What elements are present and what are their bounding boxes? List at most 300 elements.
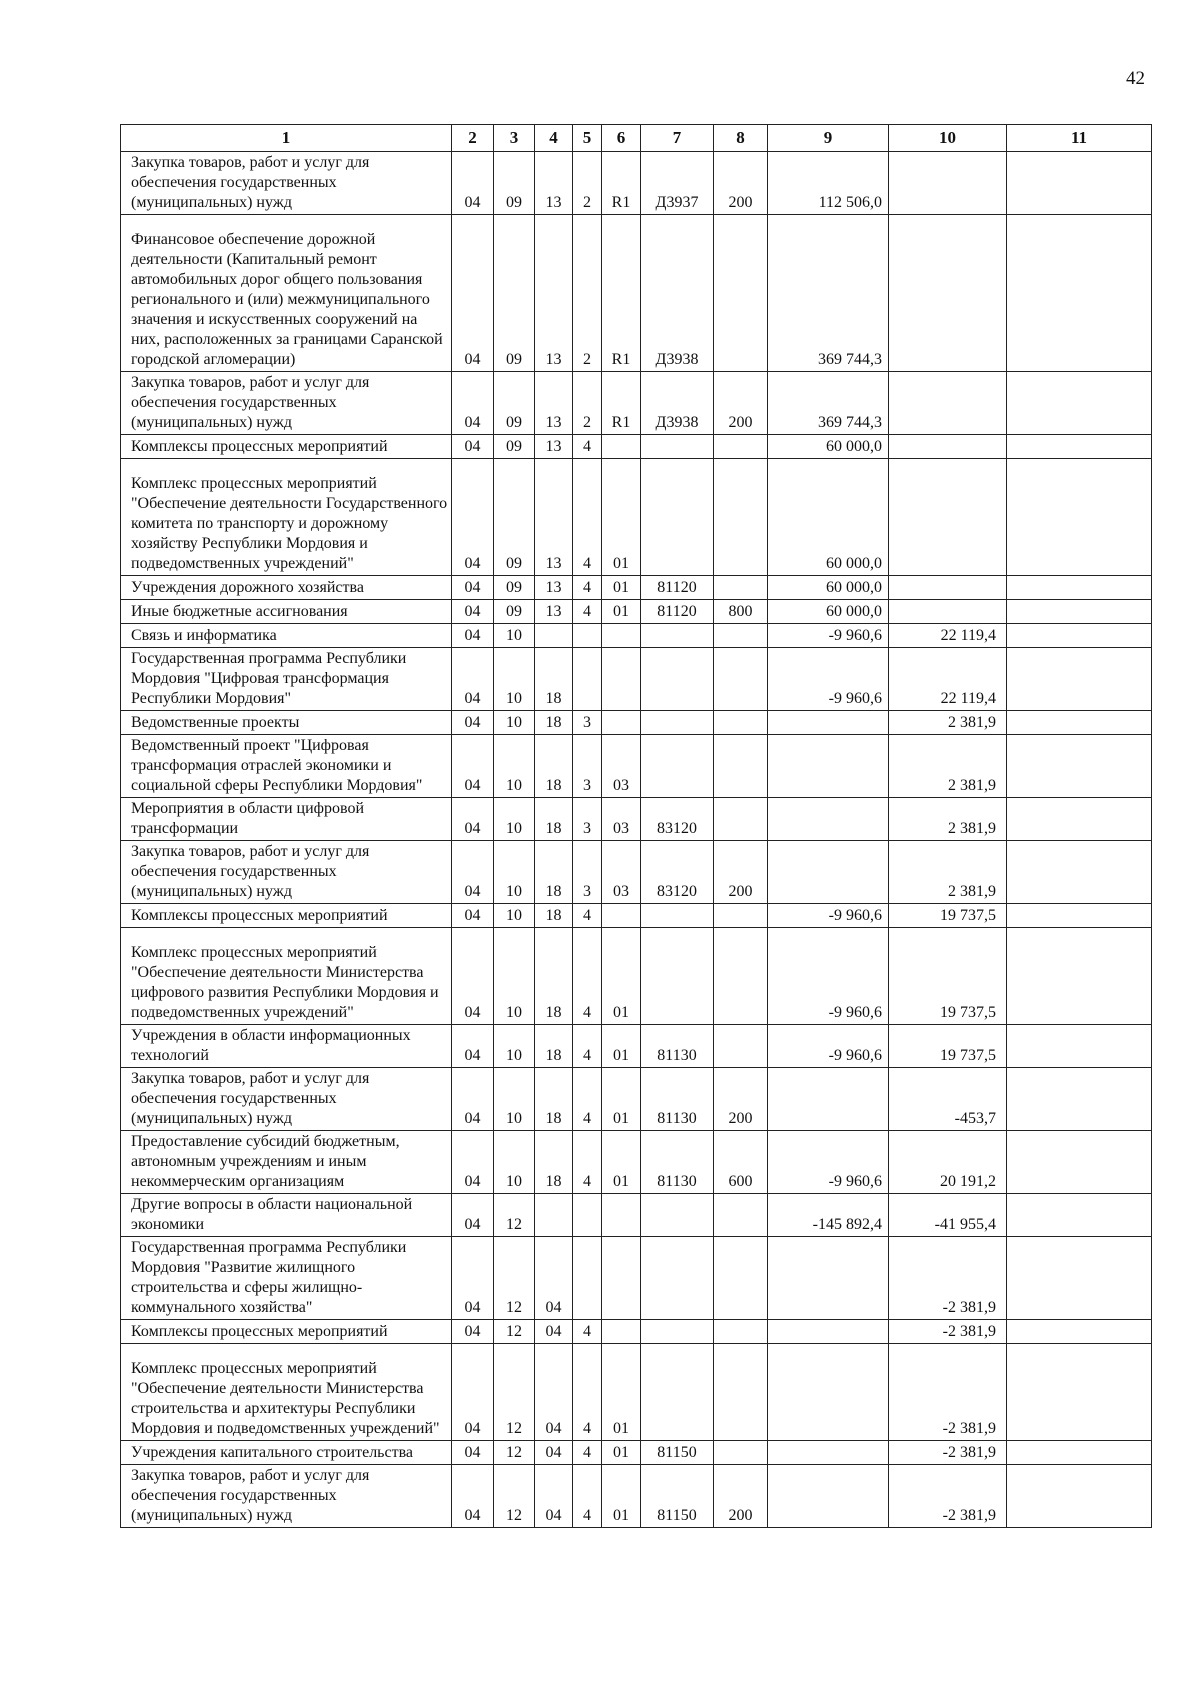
header-col-name: 1 <box>121 125 452 152</box>
cell-col-program: 13 <box>535 372 573 435</box>
cell-col-subsection: 12 <box>494 1194 535 1237</box>
header-col-direction: 7 <box>641 125 714 152</box>
cell-col-subsection: 10 <box>494 841 535 904</box>
cell-col-direction <box>641 624 714 648</box>
cell-col-event: 01 <box>602 1465 641 1528</box>
cell-col-event <box>602 435 641 459</box>
cell-col-amount-b: -2 381,9 <box>889 1465 1007 1528</box>
cell-col-amount-c <box>1007 1441 1152 1465</box>
cell-col-amount-a <box>768 1237 889 1320</box>
cell-col-program: 04 <box>535 1465 573 1528</box>
cell-col-amount-a: 60 000,0 <box>768 600 889 624</box>
cell-col-amount-a <box>768 798 889 841</box>
cell-col-section: 04 <box>452 711 494 735</box>
header-col-event: 6 <box>602 125 641 152</box>
table-row <box>121 1344 1152 1441</box>
cell-col-event: 01 <box>602 1131 641 1194</box>
cell-col-name: Комплексы процессных мероприятий <box>121 904 452 928</box>
cell-col-amount-b: -2 381,9 <box>889 1320 1007 1344</box>
cell-col-amount-c <box>1007 1237 1152 1320</box>
table-row <box>121 215 1152 372</box>
cell-col-name: Мероприятия в области цифровой трансформации <box>121 798 452 841</box>
cell-col-program: 04 <box>535 1320 573 1344</box>
cell-col-expense-type <box>714 1025 768 1068</box>
cell-col-amount-c <box>1007 1025 1152 1068</box>
cell-col-section: 04 <box>452 1237 494 1320</box>
cell-col-direction <box>641 1344 714 1441</box>
cell-col-event <box>602 904 641 928</box>
cell-col-section: 04 <box>452 435 494 459</box>
cell-col-subprogram: 4 <box>573 600 602 624</box>
cell-col-amount-c <box>1007 152 1152 215</box>
cell-col-subsection: 09 <box>494 435 535 459</box>
table-row <box>121 1025 1152 1068</box>
cell-col-subprogram: 4 <box>573 904 602 928</box>
table-row <box>121 600 1152 624</box>
cell-col-amount-b: 20 191,2 <box>889 1131 1007 1194</box>
cell-col-subsection: 10 <box>494 1025 535 1068</box>
cell-col-event: R1 <box>602 215 641 372</box>
cell-col-section: 04 <box>452 1131 494 1194</box>
table-row <box>121 459 1152 576</box>
cell-col-section: 04 <box>452 215 494 372</box>
header-col-amount-c: 11 <box>1007 125 1152 152</box>
cell-col-program <box>535 1194 573 1237</box>
cell-col-expense-type <box>714 928 768 1025</box>
cell-col-event: 03 <box>602 735 641 798</box>
cell-col-event <box>602 1237 641 1320</box>
table-row <box>121 372 1152 435</box>
table-row <box>121 576 1152 600</box>
cell-col-amount-b <box>889 372 1007 435</box>
cell-col-amount-c <box>1007 372 1152 435</box>
cell-col-program: 04 <box>535 1237 573 1320</box>
cell-col-direction <box>641 1194 714 1237</box>
cell-col-program: 18 <box>535 1131 573 1194</box>
cell-col-amount-a: 60 000,0 <box>768 576 889 600</box>
cell-col-section: 04 <box>452 928 494 1025</box>
cell-col-amount-a: -9 960,6 <box>768 928 889 1025</box>
cell-col-amount-a: 60 000,0 <box>768 435 889 459</box>
cell-col-event: 01 <box>602 1344 641 1441</box>
cell-col-subsection: 09 <box>494 459 535 576</box>
cell-col-subprogram <box>573 1237 602 1320</box>
table-row <box>121 1465 1152 1528</box>
cell-col-amount-a <box>768 1465 889 1528</box>
cell-col-expense-type <box>714 1441 768 1465</box>
cell-col-subsection: 10 <box>494 735 535 798</box>
cell-col-name: Закупка товаров, работ и услуг для обеспечения государственных (муниципальных) нужд <box>121 152 452 215</box>
cell-col-amount-b: -453,7 <box>889 1068 1007 1131</box>
cell-col-amount-b: 22 119,4 <box>889 648 1007 711</box>
table-row <box>121 904 1152 928</box>
cell-col-name: Закупка товаров, работ и услуг для обеспечения государственных (муниципальных) нужд <box>121 1465 452 1528</box>
cell-col-program: 18 <box>535 1025 573 1068</box>
cell-col-amount-c <box>1007 1131 1152 1194</box>
cell-col-amount-b <box>889 435 1007 459</box>
header-col-program: 4 <box>535 125 573 152</box>
cell-col-name: Комплекс процессных мероприятий "Обеспечение деятельности Министерства строительства и архитектуры Республики Мордовия и подведомственных учреждений" <box>121 1344 452 1441</box>
cell-col-program: 13 <box>535 152 573 215</box>
cell-col-section: 04 <box>452 1194 494 1237</box>
cell-col-subprogram: 3 <box>573 798 602 841</box>
cell-col-direction: 83120 <box>641 798 714 841</box>
cell-col-direction: 81130 <box>641 1025 714 1068</box>
cell-col-direction <box>641 1320 714 1344</box>
cell-col-subprogram <box>573 1194 602 1237</box>
cell-col-event: 01 <box>602 1025 641 1068</box>
cell-col-expense-type <box>714 459 768 576</box>
cell-col-expense-type <box>714 735 768 798</box>
cell-col-amount-b: 19 737,5 <box>889 904 1007 928</box>
cell-col-event: 01 <box>602 1068 641 1131</box>
cell-col-name: Учреждения дорожного хозяйства <box>121 576 452 600</box>
cell-col-amount-b: 19 737,5 <box>889 1025 1007 1068</box>
page-number: 42 <box>1126 68 1145 89</box>
cell-col-amount-c <box>1007 1194 1152 1237</box>
cell-col-amount-a: -9 960,6 <box>768 904 889 928</box>
cell-col-subsection: 12 <box>494 1465 535 1528</box>
cell-col-section: 04 <box>452 1025 494 1068</box>
cell-col-expense-type: 800 <box>714 600 768 624</box>
cell-col-name: Предоставление субсидий бюджетным, автономным учреждениям и иным некоммерческим организациям <box>121 1131 452 1194</box>
cell-col-expense-type <box>714 576 768 600</box>
cell-col-subsection: 09 <box>494 576 535 600</box>
cell-col-subsection: 10 <box>494 1131 535 1194</box>
cell-col-subsection: 10 <box>494 904 535 928</box>
cell-col-direction <box>641 735 714 798</box>
cell-col-subprogram: 2 <box>573 372 602 435</box>
cell-col-section: 04 <box>452 600 494 624</box>
cell-col-expense-type: 200 <box>714 1068 768 1131</box>
table-row <box>121 841 1152 904</box>
cell-col-name: Закупка товаров, работ и услуг для обеспечения государственных (муниципальных) нужд <box>121 841 452 904</box>
cell-col-amount-c <box>1007 1344 1152 1441</box>
cell-col-amount-c <box>1007 735 1152 798</box>
cell-col-direction: 83120 <box>641 841 714 904</box>
cell-col-direction <box>641 1237 714 1320</box>
cell-col-event: 01 <box>602 928 641 1025</box>
cell-col-amount-b <box>889 459 1007 576</box>
cell-col-amount-b <box>889 576 1007 600</box>
cell-col-section: 04 <box>452 1344 494 1441</box>
cell-col-direction: 81130 <box>641 1068 714 1131</box>
cell-col-program: 18 <box>535 798 573 841</box>
cell-col-program <box>535 624 573 648</box>
cell-col-event: 03 <box>602 841 641 904</box>
cell-col-amount-b: 2 381,9 <box>889 735 1007 798</box>
cell-col-subprogram <box>573 648 602 711</box>
cell-col-expense-type: 600 <box>714 1131 768 1194</box>
cell-col-program: 18 <box>535 1068 573 1131</box>
cell-col-name: Комплексы процессных мероприятий <box>121 1320 452 1344</box>
cell-col-amount-c <box>1007 1320 1152 1344</box>
header-col-subprogram: 5 <box>573 125 602 152</box>
cell-col-amount-b: 2 381,9 <box>889 841 1007 904</box>
cell-col-subprogram: 3 <box>573 735 602 798</box>
cell-col-subsection: 10 <box>494 798 535 841</box>
cell-col-name: Комплекс процессных мероприятий "Обеспечение деятельности Министерства цифрового развития Республики Мордовия и подведомственных учреждений" <box>121 928 452 1025</box>
cell-col-section: 04 <box>452 904 494 928</box>
cell-col-amount-c <box>1007 600 1152 624</box>
cell-col-amount-c <box>1007 904 1152 928</box>
cell-col-subsection: 09 <box>494 152 535 215</box>
cell-col-amount-c <box>1007 841 1152 904</box>
cell-col-subprogram: 4 <box>573 1068 602 1131</box>
cell-col-direction: 81120 <box>641 600 714 624</box>
cell-col-amount-c <box>1007 1465 1152 1528</box>
cell-col-program: 04 <box>535 1441 573 1465</box>
table-row <box>121 1131 1152 1194</box>
table-row <box>121 1194 1152 1237</box>
cell-col-name: Связь и информатика <box>121 624 452 648</box>
cell-col-amount-b: 19 737,5 <box>889 928 1007 1025</box>
cell-col-event: R1 <box>602 372 641 435</box>
cell-col-amount-b <box>889 215 1007 372</box>
cell-col-subprogram: 4 <box>573 1320 602 1344</box>
cell-col-event: R1 <box>602 152 641 215</box>
cell-col-direction: 81150 <box>641 1441 714 1465</box>
cell-col-section: 04 <box>452 1068 494 1131</box>
cell-col-name: Государственная программа Республики Мордовия "Развитие жилищного строительства и сферы жилищно-коммунального хозяйства" <box>121 1237 452 1320</box>
cell-col-amount-b: -2 381,9 <box>889 1344 1007 1441</box>
cell-col-event <box>602 648 641 711</box>
cell-col-subprogram: 4 <box>573 1131 602 1194</box>
table-row <box>121 1441 1152 1465</box>
cell-col-amount-a <box>768 1068 889 1131</box>
cell-col-name: Ведомственные проекты <box>121 711 452 735</box>
cell-col-expense-type: 200 <box>714 1465 768 1528</box>
cell-col-amount-b <box>889 152 1007 215</box>
cell-col-program: 18 <box>535 904 573 928</box>
cell-col-name: Комплексы процессных мероприятий <box>121 435 452 459</box>
cell-col-direction <box>641 459 714 576</box>
cell-col-subsection: 12 <box>494 1237 535 1320</box>
cell-col-subprogram: 4 <box>573 1344 602 1441</box>
cell-col-amount-a: 60 000,0 <box>768 459 889 576</box>
cell-col-amount-b: 22 119,4 <box>889 624 1007 648</box>
table-row <box>121 435 1152 459</box>
cell-col-amount-a <box>768 711 889 735</box>
cell-col-direction <box>641 711 714 735</box>
cell-col-section: 04 <box>452 152 494 215</box>
cell-col-section: 04 <box>452 648 494 711</box>
cell-col-name: Государственная программа Республики Мордовия "Цифровая трансформация Республики Мордовия" <box>121 648 452 711</box>
cell-col-amount-a: -9 960,6 <box>768 1025 889 1068</box>
cell-col-amount-b: -2 381,9 <box>889 1441 1007 1465</box>
cell-col-expense-type <box>714 215 768 372</box>
cell-col-expense-type <box>714 1320 768 1344</box>
cell-col-section: 04 <box>452 841 494 904</box>
header-col-section: 2 <box>452 125 494 152</box>
cell-col-event <box>602 711 641 735</box>
cell-col-event: 01 <box>602 576 641 600</box>
cell-col-subsection: 09 <box>494 372 535 435</box>
cell-col-program: 18 <box>535 711 573 735</box>
table-row <box>121 624 1152 648</box>
cell-col-event <box>602 624 641 648</box>
cell-col-subprogram: 4 <box>573 576 602 600</box>
cell-col-amount-a <box>768 1320 889 1344</box>
cell-col-amount-c <box>1007 711 1152 735</box>
cell-col-name: Закупка товаров, работ и услуг для обеспечения государственных (муниципальных) нужд <box>121 1068 452 1131</box>
cell-col-direction <box>641 928 714 1025</box>
cell-col-section: 04 <box>452 372 494 435</box>
cell-col-direction: 81150 <box>641 1465 714 1528</box>
table-row <box>121 152 1152 215</box>
cell-col-amount-a: 369 744,3 <box>768 215 889 372</box>
cell-col-expense-type <box>714 624 768 648</box>
cell-col-name: Учреждения в области информационных технологий <box>121 1025 452 1068</box>
cell-col-direction: Д3938 <box>641 372 714 435</box>
cell-col-event: 03 <box>602 798 641 841</box>
cell-col-subprogram: 4 <box>573 1441 602 1465</box>
cell-col-amount-b: -41 955,4 <box>889 1194 1007 1237</box>
cell-col-subprogram <box>573 624 602 648</box>
cell-col-section: 04 <box>452 735 494 798</box>
cell-col-amount-c <box>1007 928 1152 1025</box>
cell-col-name: Другие вопросы в области национальной экономики <box>121 1194 452 1237</box>
cell-col-subprogram: 4 <box>573 459 602 576</box>
cell-col-direction: Д3938 <box>641 215 714 372</box>
table-row <box>121 1237 1152 1320</box>
cell-col-amount-c <box>1007 576 1152 600</box>
cell-col-subsection: 10 <box>494 711 535 735</box>
cell-col-amount-c <box>1007 648 1152 711</box>
cell-col-section: 04 <box>452 1320 494 1344</box>
cell-col-expense-type <box>714 1344 768 1441</box>
cell-col-amount-b: -2 381,9 <box>889 1237 1007 1320</box>
table-row <box>121 711 1152 735</box>
header-col-subsection: 3 <box>494 125 535 152</box>
cell-col-expense-type: 200 <box>714 372 768 435</box>
cell-col-expense-type <box>714 904 768 928</box>
cell-col-expense-type <box>714 648 768 711</box>
cell-col-program: 04 <box>535 1344 573 1441</box>
cell-col-subsection: 09 <box>494 215 535 372</box>
table-header-row <box>121 125 1152 152</box>
cell-col-section: 04 <box>452 1441 494 1465</box>
cell-col-program: 13 <box>535 576 573 600</box>
cell-col-amount-a <box>768 841 889 904</box>
cell-col-program: 18 <box>535 648 573 711</box>
cell-col-amount-a: -9 960,6 <box>768 648 889 711</box>
cell-col-name: Финансовое обеспечение дорожной деятельности (Капитальный ремонт автомобильных дорог общего пользования регионального и (или) межмуниципального значения и искусственных сооружений на них, расположенных за границами Саранской городской агломерации) <box>121 215 452 372</box>
cell-col-subprogram: 3 <box>573 711 602 735</box>
cell-col-subsection: 09 <box>494 600 535 624</box>
cell-col-name: Ведомственный проект "Цифровая трансформация отраслей экономики и социальной сферы Республики Мордовия" <box>121 735 452 798</box>
cell-col-subsection: 12 <box>494 1320 535 1344</box>
cell-col-subprogram: 4 <box>573 1025 602 1068</box>
cell-col-amount-a <box>768 735 889 798</box>
cell-col-program: 13 <box>535 600 573 624</box>
cell-col-direction <box>641 904 714 928</box>
cell-col-section: 04 <box>452 624 494 648</box>
cell-col-amount-b: 2 381,9 <box>889 711 1007 735</box>
cell-col-direction <box>641 435 714 459</box>
cell-col-amount-c <box>1007 435 1152 459</box>
cell-col-expense-type <box>714 711 768 735</box>
cell-col-subsection: 10 <box>494 624 535 648</box>
cell-col-subsection: 10 <box>494 928 535 1025</box>
header-col-expense-type: 8 <box>714 125 768 152</box>
cell-col-amount-c <box>1007 215 1152 372</box>
cell-col-program: 18 <box>535 841 573 904</box>
cell-col-amount-b: 2 381,9 <box>889 798 1007 841</box>
table-row <box>121 928 1152 1025</box>
cell-col-event: 01 <box>602 459 641 576</box>
cell-col-subprogram: 2 <box>573 215 602 372</box>
budget-table <box>120 124 1152 1528</box>
cell-col-direction: Д3937 <box>641 152 714 215</box>
cell-col-program: 13 <box>535 459 573 576</box>
table-row <box>121 1068 1152 1131</box>
cell-col-section: 04 <box>452 1465 494 1528</box>
cell-col-event <box>602 1194 641 1237</box>
cell-col-program: 13 <box>535 435 573 459</box>
cell-col-amount-a: 369 744,3 <box>768 372 889 435</box>
cell-col-direction: 81120 <box>641 576 714 600</box>
cell-col-amount-a: -9 960,6 <box>768 1131 889 1194</box>
table-row <box>121 1320 1152 1344</box>
cell-col-expense-type: 200 <box>714 152 768 215</box>
cell-col-expense-type <box>714 435 768 459</box>
cell-col-amount-a <box>768 1344 889 1441</box>
cell-col-section: 04 <box>452 798 494 841</box>
cell-col-program: 18 <box>535 928 573 1025</box>
header-col-amount-a: 9 <box>768 125 889 152</box>
cell-col-subsection: 12 <box>494 1441 535 1465</box>
cell-col-subprogram: 4 <box>573 1465 602 1528</box>
cell-col-subprogram: 2 <box>573 152 602 215</box>
cell-col-direction <box>641 648 714 711</box>
cell-col-subsection: 12 <box>494 1344 535 1441</box>
cell-col-subprogram: 4 <box>573 435 602 459</box>
cell-col-expense-type <box>714 1194 768 1237</box>
cell-col-name: Комплекс процессных мероприятий "Обеспечение деятельности Государственного комитета по транспорту и дорожному хозяйству Республики Мордовия и подведомственных учреждений" <box>121 459 452 576</box>
cell-col-subsection: 10 <box>494 648 535 711</box>
cell-col-section: 04 <box>452 459 494 576</box>
cell-col-expense-type: 200 <box>714 841 768 904</box>
cell-col-program: 13 <box>535 215 573 372</box>
cell-col-expense-type <box>714 798 768 841</box>
cell-col-section: 04 <box>452 576 494 600</box>
cell-col-amount-a <box>768 1441 889 1465</box>
cell-col-direction: 81130 <box>641 1131 714 1194</box>
cell-col-subprogram: 3 <box>573 841 602 904</box>
table-row <box>121 798 1152 841</box>
cell-col-name: Закупка товаров, работ и услуг для обеспечения государственных (муниципальных) нужд <box>121 372 452 435</box>
cell-col-name: Учреждения капитального строительства <box>121 1441 452 1465</box>
header-col-amount-b: 10 <box>889 125 1007 152</box>
cell-col-amount-a: -9 960,6 <box>768 624 889 648</box>
cell-col-event: 01 <box>602 600 641 624</box>
cell-col-name: Иные бюджетные ассигнования <box>121 600 452 624</box>
cell-col-event: 01 <box>602 1441 641 1465</box>
cell-col-amount-c <box>1007 624 1152 648</box>
table-row <box>121 735 1152 798</box>
cell-col-amount-b <box>889 600 1007 624</box>
cell-col-amount-a: 112 506,0 <box>768 152 889 215</box>
cell-col-subprogram: 4 <box>573 928 602 1025</box>
cell-col-amount-c <box>1007 1068 1152 1131</box>
cell-col-expense-type <box>714 1237 768 1320</box>
cell-col-amount-a: -145 892,4 <box>768 1194 889 1237</box>
cell-col-event <box>602 1320 641 1344</box>
table-row <box>121 648 1152 711</box>
cell-col-amount-c <box>1007 459 1152 576</box>
cell-col-amount-c <box>1007 798 1152 841</box>
